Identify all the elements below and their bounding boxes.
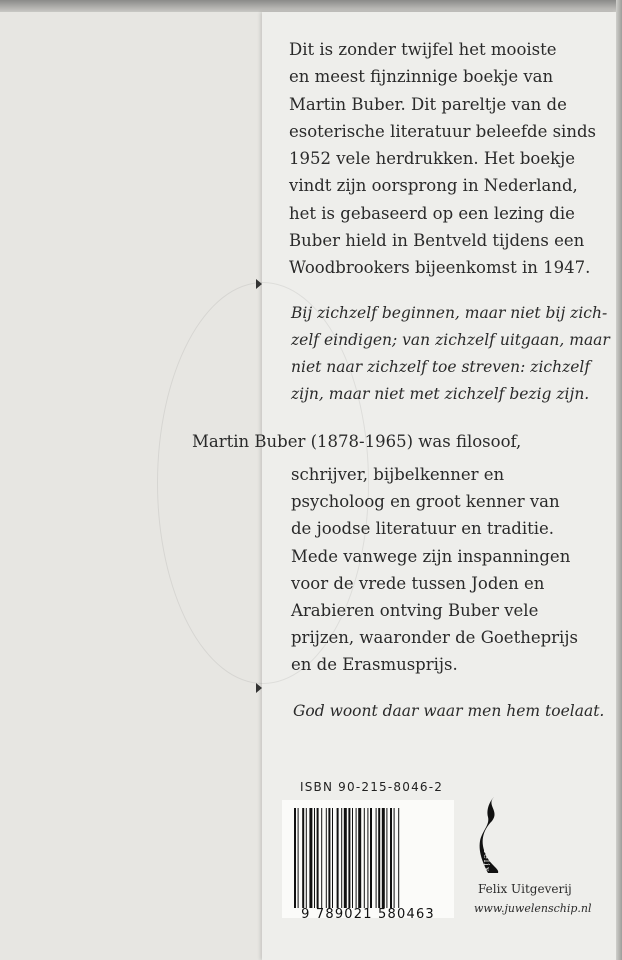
panel-notch-top [256,279,262,289]
intro-paragraph [289,36,609,282]
publisher-website: www.juwelenschip.nl [474,902,592,915]
closing-quote: God woont daar waar men hem toelaat. [293,702,605,720]
epigraph-line: Bij zichzelf beginnen, maar niet bij zich- [291,304,608,322]
bio-line: en de Erasmusprijs. [291,655,458,675]
epigraph-line: zelf eindigen; van zichzelf uitgaan, maar [291,331,610,349]
bio-first-line: Martin Buber (1878-1965) was filosoof, [192,432,522,451]
intro-line: esoterische literatuur beleefde sinds [289,121,596,141]
book-top-edge [0,0,622,12]
bio-line: psycholoog en groot kenner van [291,492,560,512]
barcode-icon [294,808,442,908]
bio-line: voor de vrede tussen Joden en [291,573,545,593]
intro-line: Dit is zonder twijfel het mooiste [289,40,557,59]
intro-line: vindt zijn oorsprong in Nederland, [289,176,578,196]
intro-line: Woodbrookers bijeenkomst in 1947. [289,258,591,278]
bio-line: Mede vanwege zijn inspanningen [291,546,571,566]
intro-line: en meest fijnzinnige boekje van [289,67,554,87]
intro-line: 1952 vele herdrukken. Het boekje [289,149,576,169]
isbn-label: ISBN 90-215-8046-2 [300,780,444,794]
intro-line: het is gebaseerd op een lezing die [289,203,575,223]
bio-line: Arabieren ontving Buber vele [291,601,539,621]
felix-logo-text: felix [482,850,491,873]
bio-paragraph [291,461,578,679]
intro-line: Buber hield in Bentveld tijdens een [289,231,585,251]
bio-line: schrijver, bijbelkenner en [291,465,505,484]
intro-line: Martin Buber. Dit pareltje van de [289,94,567,114]
epigraph-paragraph [291,300,611,408]
panel-notch-bottom [256,683,262,693]
barcode-number: 9 789021 580463 [301,907,435,922]
bio-line: prijzen, waaronder de Goetheprijs [291,628,578,648]
epigraph-line: niet naar zichzelf toe streven: zichzelf [291,358,591,376]
book-spine-edge [616,0,622,960]
epigraph-line: zijn, maar niet met zichzelf bezig zijn. [291,385,590,403]
bio-line: de joodse literatuur en traditie. [291,519,555,539]
publisher-name: Felix Uitgeverij [478,882,572,896]
